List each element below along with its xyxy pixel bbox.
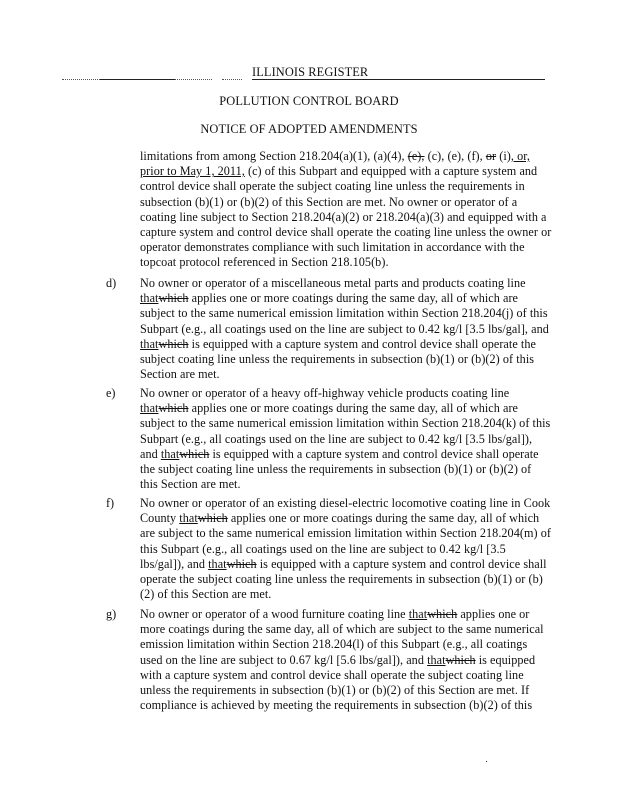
text-run: No owner or operator of a heavy off-highway vehicle products coating line bbox=[140, 386, 510, 400]
inserted-text: that bbox=[140, 401, 159, 416]
deleted-text: which bbox=[179, 446, 210, 461]
subsection-label: e) bbox=[106, 386, 116, 400]
subsection-body bbox=[140, 386, 552, 492]
continuation-paragraph bbox=[140, 149, 552, 271]
header-rule-solid bbox=[100, 79, 175, 80]
deleted-text: which bbox=[158, 336, 189, 351]
inserted-text: that bbox=[408, 607, 428, 621]
notice-title: NOTICE OF ADOPTED AMENDMENTS bbox=[200, 122, 418, 136]
header-rule-dash bbox=[222, 79, 242, 80]
inserted-text: that bbox=[160, 446, 180, 461]
inserted-text: that bbox=[140, 336, 159, 351]
deleted-text: or bbox=[485, 149, 497, 163]
subsection-label: d) bbox=[106, 276, 117, 290]
text-run: applies one or more coatings during the same day, all of which are subject to the same numerical emission limitation within Section 218.204(k) of this Subpart (e.g., all coatings used on the line are subject to 0.42 kg/l [3.5 lbs/gal]), and bbox=[140, 401, 551, 461]
subsection-label: g) bbox=[106, 607, 117, 621]
register-title: ILLINOIS REGISTER bbox=[252, 66, 545, 80]
deleted-text: which bbox=[158, 401, 189, 416]
deleted-text: (e), bbox=[407, 149, 425, 163]
text-run: applies one or more coatings during the same day, all of which are subject to the same numerical emission limitation within Section 218.204(j) of this Subpart (e.g., all coatings used on the line are subject to 0.42 kg/l [3.5 lbs/gal], and bbox=[140, 291, 549, 336]
deleted-text: which bbox=[158, 291, 189, 306]
subsection-label: f) bbox=[106, 496, 115, 510]
text-run: is equipped with a capture system and control device shall operate the subject coating line unless the requirements in subsection (b)(1) or (b)(2) of this Section are met. bbox=[140, 446, 539, 492]
subsection-body bbox=[140, 607, 552, 713]
text-run: applies one or more coatings during the same day, all of which are subject to the same numerical emission limitation within Section 218.204(m) of this Subpart (e.g., all coatings used on the line are subject to 0.42 kg/l [3.5 lbs/gal]), and bbox=[140, 511, 551, 571]
text-run: limitations from among Section 218.204(a)(1), (a)(4), bbox=[140, 149, 408, 163]
deleted-text: which bbox=[226, 556, 257, 571]
subsection-body bbox=[140, 496, 552, 602]
text-run: (c) of this Subpart and equipped with a capture system and control device shall operate the subject coating line unless the requirements in subsection (b)(1) or (b)(2) of this Section are met. No owner or operator of a coating line subject to Section 218.204(a)(2) or 218.204(a)(3) and equipped with a capture system and control device shall operate the coating line unless the owner or operator demonstrates compliance with such limitation in accordance with the topcoat protocol referenced in Section 218.105(b). bbox=[140, 164, 552, 270]
text-run: is equipped with a capture system and control device shall operate the subject coating line unless the requirements in subsection (b)(1) or (b)(2) of this Section are met. If compliance is achieved by meeting the requirements in subsection (b)(2) of this bbox=[140, 652, 536, 713]
text-run: (i) bbox=[496, 149, 511, 163]
board-title: POLLUTION CONTROL BOARD bbox=[219, 94, 399, 108]
scan-speck bbox=[486, 761, 487, 762]
text-run: (c), (e), (f), bbox=[424, 149, 486, 163]
inserted-text: , or, prior to May 1, 2011, bbox=[140, 149, 530, 179]
text-run: is equipped with a capture system and control device shall operate the subject coating line unless the requirements in subsection (b)(1) or (b)(2) of this Section are met. bbox=[140, 336, 536, 382]
subsection-body bbox=[140, 276, 552, 382]
deleted-text: which bbox=[445, 652, 476, 667]
inserted-text: that bbox=[208, 556, 227, 571]
inserted-text: that bbox=[140, 291, 159, 306]
text-run: No owner or operator of a wood furniture coating line bbox=[140, 607, 409, 621]
inserted-text: that bbox=[179, 511, 198, 526]
deleted-text: which bbox=[427, 607, 458, 621]
text-run: is equipped with a capture system and control device shall operate the subject coating line unless the requirements in subsection (b)(1) or (b)(2) of this Section are met. bbox=[140, 556, 547, 602]
inserted-text: that bbox=[427, 652, 446, 667]
deleted-text: which bbox=[197, 511, 228, 526]
text-run: No owner or operator of a miscellaneous metal parts and products coating line bbox=[140, 276, 526, 290]
text-run: applies one or more coatings during the same day, all of which are subject to the same numerical emission limitation within Section 218.204(l) of this Subpart (e.g., all coatings used on the line are subject to 0.67 kg/l [5.6 lbs/gal]), and bbox=[140, 607, 544, 667]
text-run: No owner or operator of an existing diesel-electric locomotive coating line in Cook County bbox=[140, 496, 551, 526]
